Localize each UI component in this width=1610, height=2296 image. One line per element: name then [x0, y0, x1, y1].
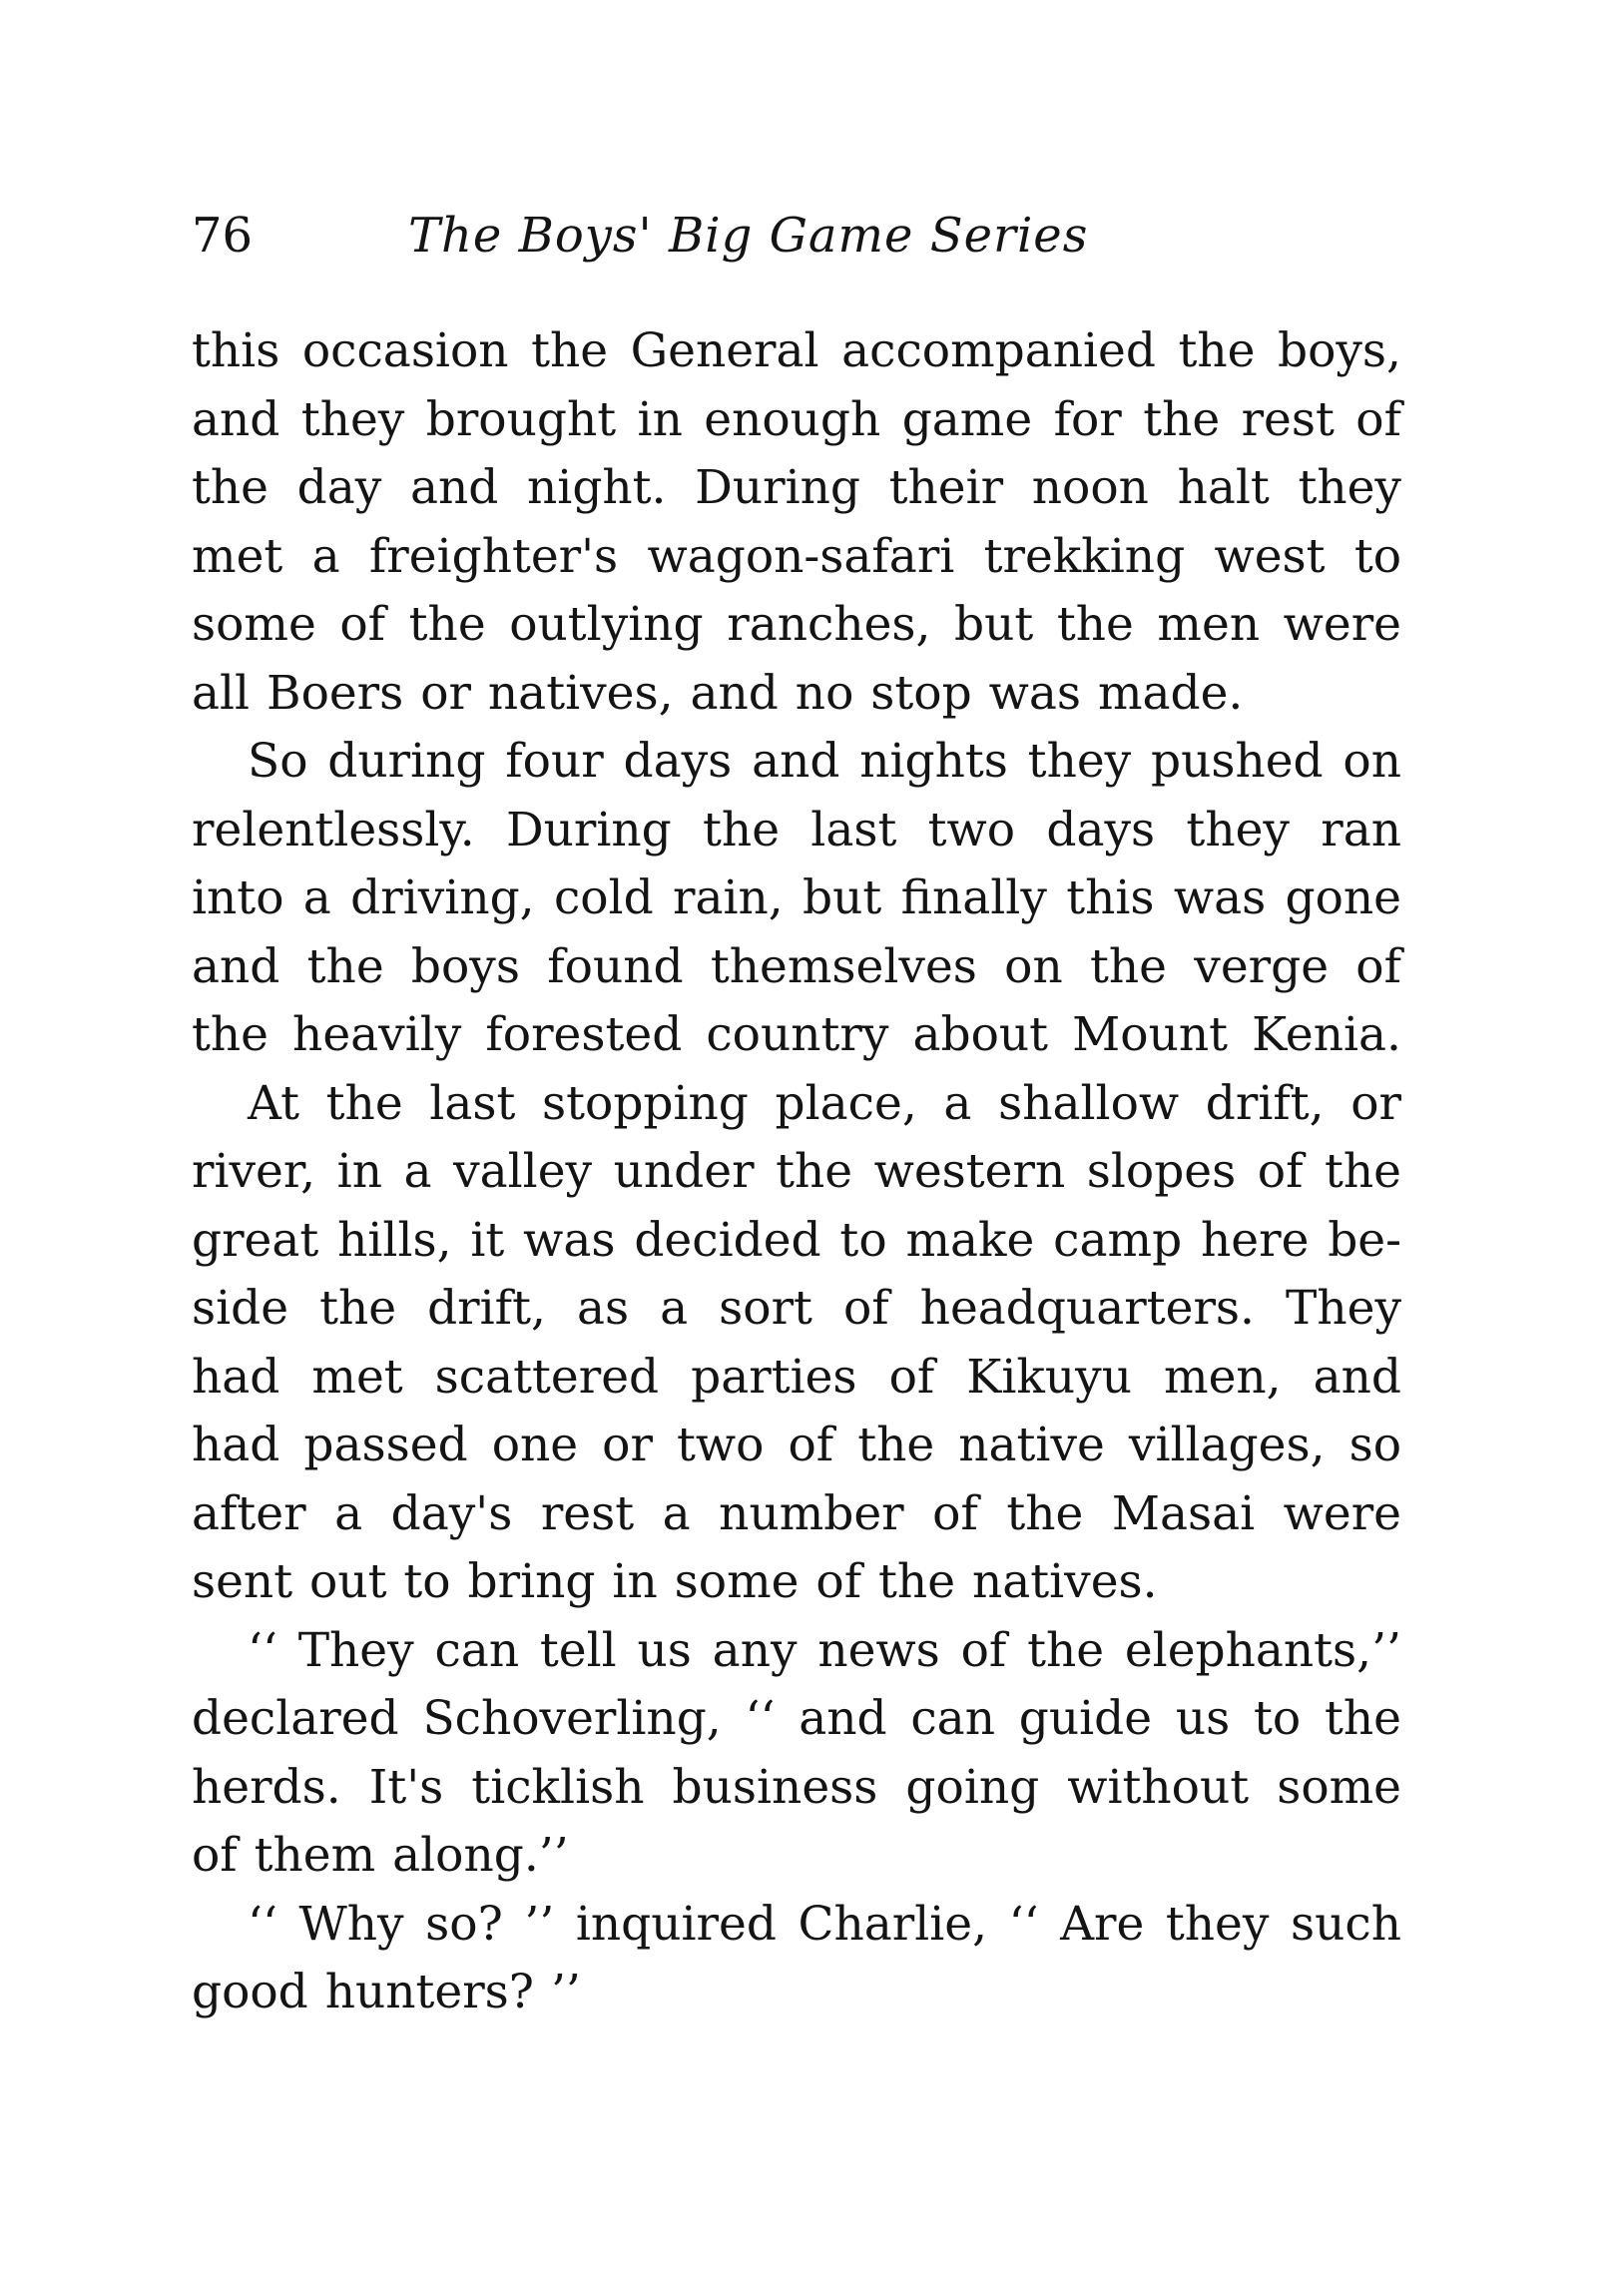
- text-line: some of the outlying ranches, but the men were: [192, 597, 1401, 652]
- text-line: had passed one or two of the native villages, so: [192, 1418, 1401, 1472]
- text-line: river, in a valley under the western slopes of the: [192, 1144, 1401, 1199]
- text-line: the day and night. During their noon halt they: [192, 460, 1401, 515]
- text-line: sent out to bring in some of the natives.: [192, 1554, 1158, 1609]
- text-line: herds. It's ticklish business going without some: [192, 1759, 1401, 1815]
- text-line: the heavily forested country about Mount Kenia.: [192, 1007, 1401, 1062]
- text-line: At the last stopping place, a shallow drift, or: [248, 1075, 1401, 1131]
- text-line: ‘‘ They can tell us any news of the elephants,’’: [248, 1622, 1401, 1678]
- text-line: relentlessly. During the last two days they ran: [192, 802, 1401, 858]
- text-line: declared Schoverling, ‘‘ and can guide us to the: [192, 1691, 1401, 1746]
- running-title: The Boys' Big Game Series: [408, 208, 1089, 264]
- text-line: ‘‘ Why so? ’’ inquired Charlie, ‘‘ Are they such: [248, 1896, 1401, 1952]
- text-line: this occasion the General accompanied the boys,: [192, 323, 1401, 378]
- page-header: [192, 206, 1389, 266]
- text-line: had met scattered parties of Kikuyu men, and: [192, 1349, 1401, 1405]
- page-number: 76: [192, 208, 254, 264]
- text-line: and the boys found themselves on the verge of: [192, 938, 1401, 994]
- text-line: good hunters? ’’: [192, 1965, 581, 2019]
- text-line: after a day's rest a number of the Masai were: [192, 1485, 1401, 1541]
- text-line: all Boers or natives, and no stop was made.: [192, 665, 1244, 721]
- text-line: met a freighter's wagon-safari trekking west to: [192, 528, 1401, 584]
- body-text: [192, 317, 1401, 2027]
- text-line: side the drift, as a sort of headquarters. They: [192, 1281, 1401, 1336]
- text-line: So during four days and nights they pushed on: [248, 734, 1401, 789]
- text-line: great hills, it was decided to make camp here be-: [192, 1212, 1401, 1268]
- text-line: of them along.’’: [192, 1828, 569, 1883]
- text-line: into a driving, cold rain, but finally this was gone: [192, 870, 1401, 925]
- text-line: and they brought in enough game for the rest of: [192, 391, 1401, 447]
